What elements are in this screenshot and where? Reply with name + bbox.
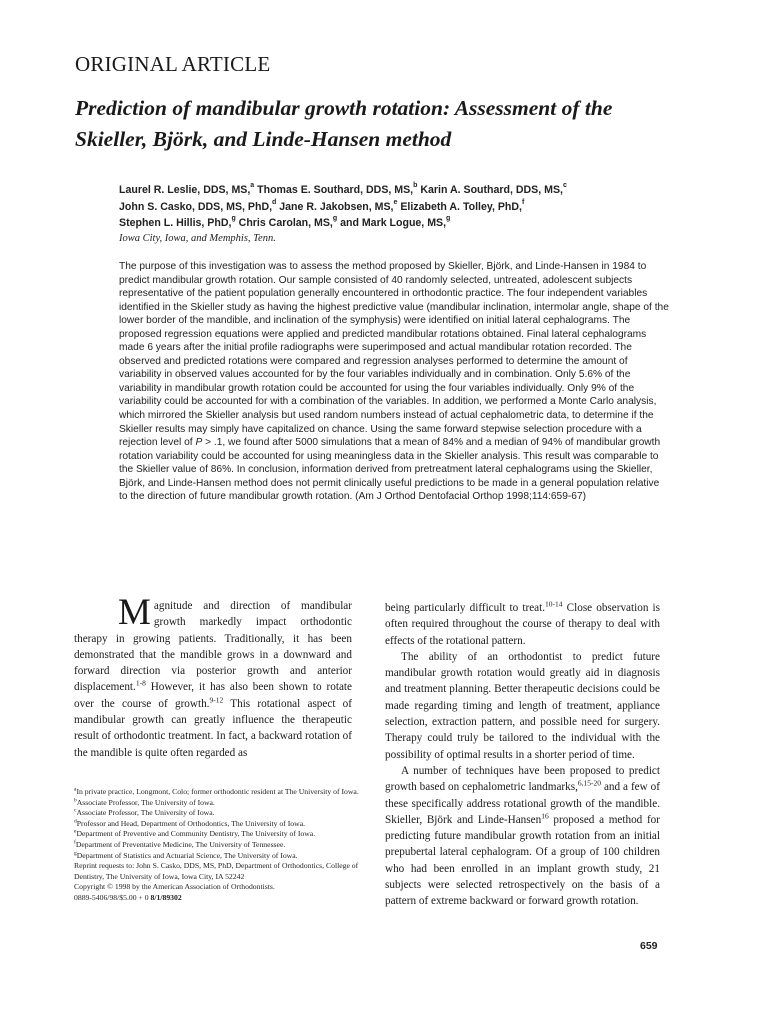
author-name: Stephen L. Hillis, PhD,: [119, 217, 232, 229]
footnote: [74, 798, 360, 809]
abstract-text: > .1, we found after 5000 simulations that a mean of 84% and a median of 94% of mandibular growth rotation variability could be accounted for using meaningless data in the Skieller analysis. This result was comparable to the Skieller value of 86%. In conclusion, information derived from pretreatment lateral cephalograms using the Skieller, Björk, and Linde-Hansen method does not permit clinically useful predictions to be made in a general population relative to the direction of future mandibular growth rotation. (Am J Orthod Dentofacial Orthop 1998;114:659-67): [119, 437, 661, 503]
author-affiliation-mark: g: [231, 215, 236, 223]
page-number: 659: [640, 940, 658, 952]
copyright-line: Copyright © 1998 by the American Association of Orthodontists.: [74, 882, 275, 892]
footnote-text: Associate Professor, The University of Iowa.: [76, 808, 215, 818]
author-name: Chris Carolan, MS,: [235, 217, 333, 229]
abstract-p-symbol: P: [195, 437, 203, 449]
section-label: ORIGINAL ARTICLE: [75, 52, 271, 76]
body-paragraph: [385, 600, 660, 649]
footnotes: [74, 787, 360, 904]
author-line-2: [119, 199, 679, 216]
citation: 16: [541, 811, 549, 821]
footnote-text: Department of Preventative Medicine, The University of Tennessee.: [75, 839, 286, 849]
footnote: [74, 840, 360, 851]
body-text: agnitude and direction of mandibular growth markedly impact orthodontic therapy in growing patients. Traditionally, it has been demonstrated that the mandible grows in a downward and forward direction via posterior growth and anterior displacement.: [74, 600, 352, 694]
footnote-text: Department of Statistics and Actuarial Science, The University of Iowa.: [76, 850, 298, 860]
footnote: [74, 851, 360, 862]
body-text: and a few of these specifically address rotational growth of the mandible. Skieller, Björk and Linde-Hansen: [385, 781, 660, 826]
author-line-1: [119, 182, 679, 199]
article-title: Prediction of mandibular growth rotation: Assessment of the Skieller, Björk, and Linde-Hansen method: [75, 96, 613, 151]
article-code-number: 0889-5406/98/$5.00 + 0: [74, 892, 151, 902]
footnote: [74, 808, 360, 819]
footnote: [74, 787, 360, 798]
author-affiliation-mark: a: [250, 182, 255, 190]
citation: 10-14: [545, 599, 563, 609]
author-affiliation-mark: g: [446, 215, 451, 223]
footnote-mark: a: [74, 786, 77, 793]
citation: 6,15-20: [577, 778, 602, 788]
body-column-left: [74, 592, 352, 761]
author-affiliation-mark: b: [413, 182, 418, 190]
author-name: Karin A. Southard, DDS, MS,: [417, 184, 563, 196]
author-name: Jane R. Jakobsen, MS,: [276, 200, 394, 213]
body-text: being particularly difficult to treat.: [385, 602, 546, 614]
author-name: John S. Casko, DDS, MS, PhD,: [119, 200, 273, 213]
body-paragraph: The ability of an orthodontist to predict future mandibular growth rotation would greatly aid in diagnosis and treatment planning. Better therapeutic decisions could be made regarding timing and length of treatment, appliance selection, extraction pattern, and possible need for surgery. Therapy could truly be tailored to the individual with the possibility of optimal results in a shorter period of time.: [385, 650, 660, 761]
author-name: and Mark Logue, MS,: [337, 217, 447, 229]
footnote-mark: b: [74, 797, 77, 804]
footnote-mark: d: [74, 818, 77, 825]
body-text: However, it has also been shown to rotate over the course of growth.: [74, 681, 352, 710]
body-column-right: [385, 600, 660, 910]
body-text: Close observation is often required throughout the course of therapy to deal with effects of the rotational pattern.: [385, 602, 660, 647]
footnote-mark: f: [74, 839, 76, 846]
footnote-text: Professor and Head, Department of Orthodontics, The University of Iowa.: [76, 818, 306, 828]
body-paragraph: [385, 763, 660, 910]
abstract-text: The purpose of this investigation was to assess the method proposed by Skieller, Björk, and Linde-Hansen in 1984 to predict mandibular growth rotation. Our sample consisted of 40 randomly selected, untreated, adolescent subjects representative of the patient population generally encountered in orthodontic practice. The four independent variables identified in the Skieller study as having the highest predictive value (mandibular inclination, intermolar angle, shape of the lower border of the mandible, and inclination of the symphysis) were identified on initial lateral cephalograms. The proposed regression equations were applied and predicted mandibular rotations obtained. Final lateral cephalograms made 6 years after the initial profile radiographs were superimposed and actual mandibular rotation recorded. The observed and predicted rotations were compared and regression analyses performed to determine the amount of variability in observed values accounted for by the four variables individually and in combination. Only 5.6% of the variability in mandibular growth rotation could be accounted for using the four variables individually. Only 9% of the variability could be accounted for with a combination of the variables. In addition, we performed a Monte Carlo analysis, which mirrored the Skieller analysis but used random numbers instead of actual cephalometric data, to determine if the Skieller results may simply have capitalized on chance. Using the same forward stepwise selection procedure with a rejection level of: [119, 261, 669, 449]
article-code-id: 8/1/89302: [150, 892, 182, 902]
footnote-text: Associate Professor, The University of Iowa.: [76, 797, 215, 807]
citation: 9-12: [209, 695, 224, 705]
body-text: This rotational aspect of mandibular growth can greatly influence the therapeutic result of orthodontic treatment. In fact, a backward rotation of the mandible is quite often regarded as: [74, 697, 352, 759]
footnote-mark: g: [74, 850, 77, 856]
drop-cap: M: [118, 592, 151, 633]
author-affiliation-mark: d: [272, 198, 277, 206]
footnote: [74, 829, 360, 840]
author-affiliation-mark: f: [522, 198, 525, 206]
footnote-text: In private practice, Longmont, Colo; former orthodontic resident at The University of Iowa.: [76, 787, 359, 796]
footnote: [74, 819, 360, 830]
body-text: proposed a method for predicting future mandibular growth rotation from an initial prepubertal lateral cephalogram. Of a group of 100 children who had been enrolled in an implant growth study, 21 subjects were selected retrospectively on the basis of a pattern of extreme backward or forward growth rotation.: [385, 813, 660, 908]
author-name: Elizabeth A. Tolley, PhD,: [397, 200, 522, 213]
author-name: Thomas E. Southard, DDS, MS,: [254, 184, 414, 196]
footnote-mark: e: [74, 828, 77, 835]
article-code: [74, 893, 360, 904]
author-affiliation-mark: e: [393, 198, 398, 206]
author-affiliation-mark: g: [332, 215, 338, 223]
author-affiliation: Iowa City, Iowa, and Memphis, Tenn.: [119, 233, 276, 244]
author-affiliation-mark: c: [562, 182, 567, 190]
author-list: [119, 182, 679, 232]
body-text: A number of techniques have been proposed to predict growth based on cephalometric landmarks,: [385, 764, 660, 794]
citation: 1-8: [135, 678, 146, 688]
author-line-3: [119, 215, 679, 232]
reprint-requests: Reprint requests to: John S. Casko, DDS, MS, PhD, Department of Orthodontics, College of Dentistry, The University of Iowa, Iowa City, IA 52242: [74, 861, 359, 881]
abstract: [119, 260, 670, 504]
footnote-text: Department of Preventive and Community Dentistry, The University of Iowa.: [76, 829, 316, 839]
footnote-mark: c: [74, 807, 77, 814]
author-name: Laurel R. Leslie, DDS, MS,: [119, 184, 251, 196]
